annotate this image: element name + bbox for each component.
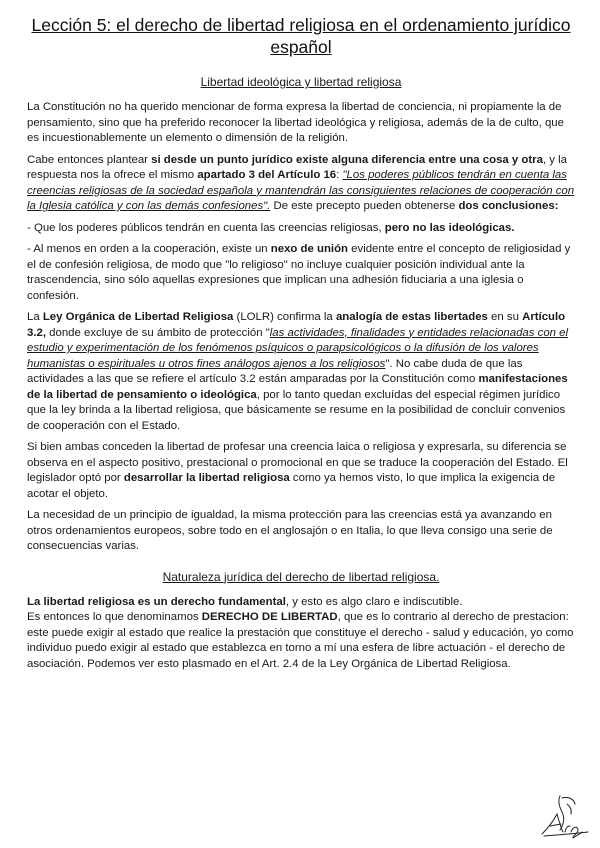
paragraph-3	[27, 221, 575, 237]
paragraph-1: La Constitución no ha querido mencionar de forma expresa la libertad de conciencia, ni propiamente la de pensamiento, sino que ha preferido reconocer la libertad ideológica y religiosa, además de la de culto, que es incuestionablemente un elemento o dimensión de la religión.	[27, 101, 564, 144]
signature-stroke-1	[559, 796, 564, 830]
text-span: , por lo tanto quedan excluídas del especial régimen jurídico que la ley brinda a la libertad religiosa, que básicamente se resume en la posibilidad de concluir convenios de cooperación con el Estado.	[27, 388, 566, 432]
bold-span: manifestaciones de la libertad de pensamiento o ideológica	[27, 373, 568, 401]
signature-letter-a	[542, 814, 563, 834]
text-span: como ya hemos visto, lo que implica la exigencia de acotar el objeto.	[27, 472, 556, 500]
text-span: , y esto es algo claro e indiscutible.	[285, 595, 463, 608]
signature-logo	[538, 790, 592, 840]
article-16-quote: "Los poderes públicos tendrán en cuenta las creencias religiosas de la sociedad española y mantendrán las consiguientes relaciones de cooperación con la Iglesia católica y con las demás confesiones".	[27, 169, 575, 212]
text-span: evidente entre el concepto de religiosidad y el de confesión religiosa, de modo que "lo religioso" no incluye cualquier posición individual ante la trascendencia, sino sólo aquellas expresiones que implican una adhesión fiduciaria a una iglesia o confesión.	[27, 243, 571, 302]
text-span: Si bien ambas conceden la libertad de profesar una creencia laica o religiosa y expresarla, su diferencia se observa en el aspecto positivo, prestacional o promocional en que se traduce la cooperación del Estado. El legislador optó por	[27, 441, 568, 484]
section-heading-libertad-ideologica: Libertad ideológica y libertad religiosa	[200, 75, 402, 89]
text-span: Cabe entonces plantear	[27, 153, 152, 166]
paragraph-9	[27, 610, 575, 672]
article-3-2-quote: las actividades, finalidades y entidades relacionadas con el estudio y experimentación de los fenómenos psíquicos o parapsicológicos o la difusión de los valores humanistas o espirituales u otros fines análogos ajenos a los religiosos	[27, 326, 569, 370]
text-span: Es entonces lo que denominamos	[27, 611, 202, 623]
text-span: donde excluye de su ámbito de protección "	[46, 326, 270, 339]
bold-span: DERECHO DE LIBERTAD	[201, 611, 338, 623]
text-span: - Que los poderes públicos tendrán en cuenta las creencias religiosas,	[27, 221, 385, 234]
bold-span: Artículo 3.2,	[27, 311, 566, 339]
text-span: De este precepto pueden obtenerse	[270, 200, 459, 212]
text-span: La	[27, 311, 43, 323]
page-title: Lección 5: el derecho de libertad religiosa en el ordenamiento jurídico español	[31, 15, 571, 57]
text-span: en su	[487, 311, 523, 323]
bold-span: nexo de unión	[270, 243, 348, 255]
signature-underline	[544, 832, 588, 836]
bold-span: desarrollar la libertad religiosa	[123, 472, 290, 484]
paragraph-8	[27, 595, 575, 611]
bold-span: analogía de estas libertades	[335, 311, 488, 323]
section-heading-naturaleza-juridica: Naturaleza jurídica del derecho de libertad religiosa.	[162, 569, 440, 584]
text-span: (LOLR) confirma la	[233, 311, 336, 323]
text-span: ". No cabe duda de que las actividades a las que se refiere el artículo 3.2 están amparadas por la Constitución como	[27, 357, 523, 385]
document-page	[27, 14, 575, 678]
text-span: :	[336, 169, 343, 181]
signature-letters-rg	[565, 826, 582, 838]
paragraph-2	[27, 153, 575, 215]
bold-span: apartado 3 del Artículo 16	[197, 169, 337, 181]
bold-span: dos conclusiones:	[458, 200, 559, 212]
bold-span: Ley Orgánica de Libertad Religiosa	[42, 311, 234, 323]
paragraph-5	[27, 310, 575, 434]
bold-span: si desde un punto jurídico existe alguna diferencia entre una cosa y otra	[151, 153, 543, 166]
bold-span: pero no las ideológicas.	[384, 221, 515, 234]
bold-span: La libertad religiosa es un derecho fundamental	[27, 595, 286, 608]
text-span: , que es lo contrario al derecho de prestacion: este puede exigir al estado que realice la prestación que constituye el derecho - salud y educación, yo como individuo puedo exigir al estado que establezca en torno a mí una esfera de libre actuación - el derecho de asociación. Podemos ver esto plasmado en el Art. 2.4 de la Ley Orgánica de Libertad Religiosa.	[27, 611, 574, 670]
signature-stroke-3	[567, 804, 571, 814]
text-span: - Al menos en orden a la cooperación, existe un	[27, 243, 271, 255]
signature-stroke-2	[562, 797, 575, 804]
paragraph-4	[27, 242, 575, 304]
paragraph-7: La necesidad de un principio de igualdad, la misma protección para las creencias está ya avanzando en otros ordenamientos europeos, sobre todo en el anglosajón o en Italia, lo que lleva consigo una serie de consecuencias varias.	[27, 509, 553, 552]
text-span: , y la respuesta nos la ofrece el mismo	[27, 153, 567, 181]
paragraph-6	[27, 440, 575, 502]
